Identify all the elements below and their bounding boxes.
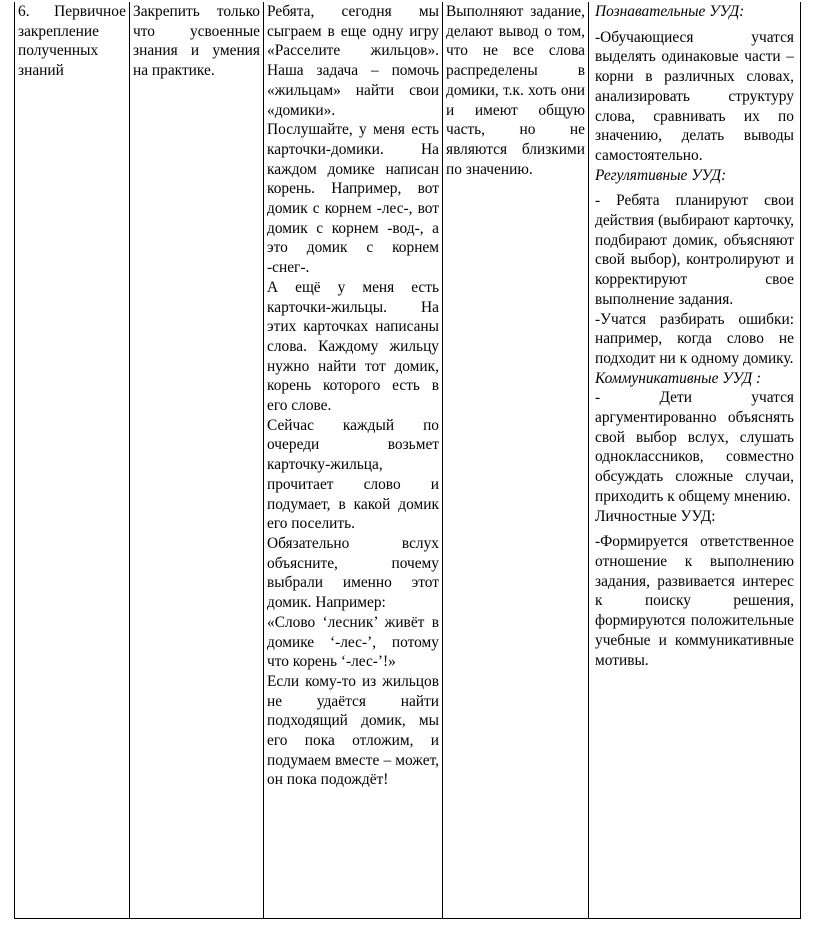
- communicative-uud-text: - Дети учатся аргументированно объяснять свой выбор вслух, слушать одноклассников, совместно обсуждать сложные случаи, приходить к общему мнению.: [595, 389, 794, 505]
- personal-uud-title: Личностные УУД:: [595, 507, 716, 525]
- cognitive-uud-title: Познавательные УУД:: [595, 3, 745, 20]
- regulatory-uud-text: -Учатся разбирать ошибки: например, когда слово не подходит ни к одному домику.: [595, 310, 794, 367]
- cognitive-uud-text: -Обучающиеся учатся выделять одинаковые части – корни в различных словах, анализировать структуру слова, сравнивать их по значению, делать выводы самостоятельно.: [595, 28, 794, 164]
- teacher-paragraph: Сейчас каждый по очереди возьмет карточку-жильца, прочитает слово и подумает, в какой домик его поселить.: [267, 416, 439, 533]
- teacher-activity-cell: [264, 2, 443, 918]
- teacher-paragraph: Обязательно вслух объясните, почему выбрали именно этот домик. Например:: [267, 534, 439, 612]
- regulatory-uud-title: Регулятивные УУД:: [595, 166, 727, 184]
- students-text: Выполняют задание, делают вывод о том, что не все слова распределены в домики, т.к. хоть они и имеют общую часть, но не являются близкими по значению.: [446, 3, 585, 178]
- regulatory-uud-text: - Ребята планируют свои действия (выбирают карточку, подбирают домик, объясняют свой выбор), контролируют и корректируют свое выполнение задания.: [595, 192, 794, 308]
- teacher-paragraph: «Слово ‘лесник’ живёт в домике ‘-лес-’, потому что корень ‘-лес-’!»: [267, 613, 439, 671]
- uud-cell: [589, 2, 800, 918]
- goal-text: Закрепить только что усвоенные знания и умения на практике.: [133, 3, 260, 80]
- communicative-uud-title: Коммуникативные УУД :: [595, 369, 762, 387]
- goal-cell: [130, 2, 264, 918]
- teacher-paragraph: Послушайте, у меня есть карточки-домики. На каждом домике написан корень. Например, вот домик с корнем -лес-, вот домик с корнем -вод-, а это домик с корнем -снег-.: [267, 121, 439, 277]
- teacher-paragraph: Ребята, сегодня мы сыграем в еще одну игру «Расселите жильцов». Наша задача – помочь «жильцам» найти свои «домики».: [267, 3, 439, 119]
- stage-text: 6. Первичное закрепление полученных знаний: [18, 3, 126, 80]
- lesson-table: [14, 2, 801, 919]
- personal-uud-text: -Формируется ответственное отношение к выполнению задания, развивается интерес к поиску решения, формируются положительные учебные и коммуникативные мотивы.: [595, 533, 794, 669]
- teacher-paragraph: А ещё у меня есть карточки-жильцы. На этих карточках написаны слова. Каждому жильцу нужно найти тот домик, корень которого есть в его слове.: [267, 278, 439, 415]
- student-activity-cell: [443, 2, 589, 918]
- stage-cell: [15, 2, 130, 918]
- teacher-paragraph: Если кому-то из жильцов не удаётся найти подходящий домик, мы его пока отложим, и подумаем вместе – может, он пока подождёт!: [267, 672, 439, 789]
